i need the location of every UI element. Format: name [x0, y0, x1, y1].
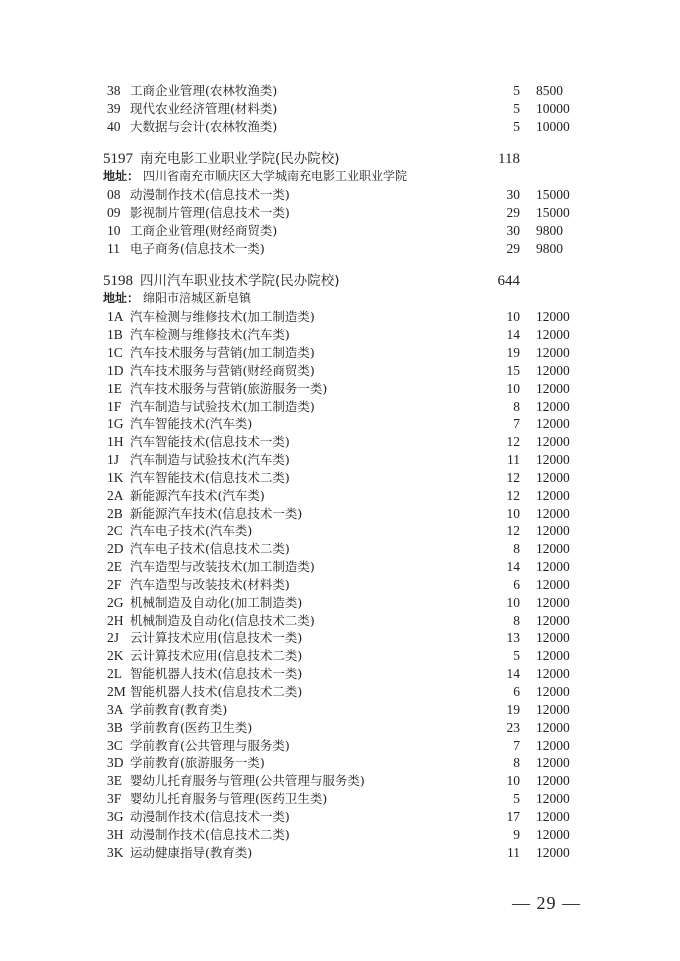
program-name: 婴幼儿托育服务与管理(公共管理与服务类) [130, 773, 365, 789]
school-address [0, 290, 680, 308]
program-row [0, 826, 680, 844]
program-code: 1E [107, 380, 122, 396]
program-tuition: 12000 [536, 630, 570, 646]
program-name: 汽车制造与试验技术(加工制造类) [130, 398, 315, 414]
program-tuition: 12000 [536, 523, 570, 539]
program-code: 2J [107, 630, 120, 646]
program-row [0, 558, 680, 576]
program-tuition: 12000 [536, 576, 570, 592]
school-name: 四川汽车职业技术学院(民办院校) [140, 272, 340, 289]
program-code: 3H [107, 826, 124, 842]
program-row [0, 505, 680, 523]
school-address [0, 168, 680, 186]
program-tuition: 12000 [536, 594, 570, 610]
program-tuition: 9800 [536, 222, 563, 238]
program-code: 3A [107, 701, 124, 717]
program-quota: 30 [506, 222, 520, 238]
program-tuition: 12000 [536, 416, 570, 432]
program-tuition: 12000 [536, 648, 570, 664]
program-tuition: 12000 [536, 808, 570, 824]
program-code: 1G [107, 416, 124, 432]
program-row [0, 844, 680, 862]
program-quota: 5 [513, 118, 520, 134]
program-tuition: 15000 [536, 187, 570, 203]
program-tuition: 12000 [536, 719, 570, 735]
school-code: 5197 [103, 150, 133, 167]
page-number: — 29 — [512, 893, 581, 913]
program-tuition: 12000 [536, 773, 570, 789]
program-name: 汽车检测与维修技术(汽车类) [130, 327, 290, 343]
program-quota: 8 [513, 398, 520, 414]
program-quota: 10 [506, 505, 520, 521]
program-quota: 14 [506, 327, 520, 343]
program-name: 影视制片管理(信息技术一类) [130, 205, 290, 221]
program-row [0, 772, 680, 790]
program-row [0, 100, 680, 118]
program-code: 11 [107, 240, 120, 256]
program-row [0, 487, 680, 505]
program-row [0, 204, 680, 222]
program-code: 2K [107, 648, 124, 664]
program-name: 婴幼儿托育服务与管理(医药卫生类) [130, 791, 328, 807]
program-quota: 12 [506, 469, 520, 485]
program-code: 39 [107, 100, 121, 116]
program-row [0, 344, 680, 362]
program-quota: 14 [506, 559, 520, 575]
program-quota: 29 [506, 205, 520, 221]
program-code: 1A [107, 309, 124, 325]
program-code: 2B [107, 505, 123, 521]
program-name: 汽车检测与维修技术(加工制造类) [130, 309, 315, 325]
program-quota: 14 [506, 666, 520, 682]
program-tuition: 12000 [536, 684, 570, 699]
program-name: 云计算技术应用(信息技术一类) [130, 630, 303, 646]
program-tuition: 15000 [536, 205, 570, 221]
program-tuition: 12000 [536, 362, 570, 378]
address-value: 四川省南充市顺庆区大学城南充电影工业职业学院 [143, 169, 408, 184]
program-name: 汽车电子技术(汽车类) [130, 523, 253, 539]
program-tuition: 12000 [536, 487, 570, 503]
program-name: 大数据与会计(农林牧渔类) [130, 118, 278, 134]
program-code: 1H [107, 434, 124, 450]
program-tuition: 12000 [536, 541, 570, 557]
program-code: 2F [107, 576, 122, 592]
program-tuition: 12000 [536, 380, 570, 396]
program-name: 汽车智能技术(信息技术一类) [130, 434, 290, 450]
program-tuition: 12000 [536, 344, 570, 360]
address-label: 地址： [103, 169, 140, 184]
program-code: 1K [107, 469, 124, 485]
program-row [0, 612, 680, 630]
program-quota: 12 [506, 523, 520, 539]
program-tuition: 12000 [536, 844, 570, 860]
program-name: 运动健康指导(教育类) [130, 844, 253, 860]
program-quota: 10 [506, 309, 520, 325]
program-name: 云计算技术应用(信息技术二类) [130, 648, 303, 664]
program-quota: 12 [506, 434, 520, 450]
program-row [0, 808, 680, 826]
program-tuition: 12000 [536, 612, 570, 628]
program-quota: 17 [506, 808, 520, 824]
program-quota: 29 [506, 240, 520, 256]
program-tuition: 12000 [536, 559, 570, 575]
program-name: 电子商务(信息技术一类) [130, 240, 265, 256]
school-header [0, 151, 680, 169]
program-row [0, 118, 680, 136]
program-code: 2C [107, 523, 123, 539]
program-tuition: 12000 [536, 737, 570, 753]
program-quota: 11 [507, 452, 520, 468]
program-name: 汽车智能技术(汽车类) [130, 416, 253, 432]
program-code: 3B [107, 719, 123, 735]
address-value: 绵阳市涪城区新皂镇 [143, 291, 252, 306]
program-quota: 10 [506, 773, 520, 789]
program-row [0, 522, 680, 540]
program-tuition: 9800 [536, 240, 563, 256]
program-row [0, 754, 680, 772]
program-tuition: 12000 [536, 469, 570, 485]
program-quota: 10 [506, 380, 520, 396]
program-name: 智能机器人技术(信息技术二类) [130, 684, 303, 699]
program-name: 动漫制作技术(信息技术二类) [130, 826, 290, 842]
program-code: 3K [107, 844, 124, 860]
program-quota: 5 [513, 791, 520, 807]
program-code: 2M [107, 684, 126, 699]
program-code: 08 [107, 187, 121, 203]
program-name: 动漫制作技术(信息技术一类) [130, 187, 290, 203]
program-code: 2E [107, 559, 122, 575]
program-name: 工商企业管理(农林牧渔类) [130, 83, 278, 98]
program-quota: 6 [513, 576, 520, 592]
program-code: 1C [107, 344, 123, 360]
program-name: 机械制造及自动化(加工制造类) [130, 594, 303, 610]
program-row [0, 790, 680, 808]
program-quota: 8 [513, 541, 520, 557]
program-row [0, 576, 680, 594]
program-name: 汽车技术服务与营销(旅游服务一类) [130, 380, 328, 396]
enrollment-table [0, 82, 680, 861]
program-name: 新能源汽车技术(汽车类) [130, 487, 265, 503]
program-row [0, 737, 680, 755]
program-quota: 8 [513, 755, 520, 771]
program-row [0, 629, 680, 647]
program-row [0, 719, 680, 737]
address-label: 地址： [103, 291, 140, 306]
program-name: 学前教育(教育类) [130, 701, 228, 717]
program-name: 智能机器人技术(信息技术一类) [130, 666, 303, 682]
program-name: 学前教育(公共管理与服务类) [130, 737, 290, 753]
program-tuition: 12000 [536, 666, 570, 682]
program-row [0, 308, 680, 326]
program-code: 40 [107, 118, 121, 134]
program-name: 汽车制造与试验技术(汽车类) [130, 452, 290, 468]
program-row [0, 380, 680, 398]
program-tuition: 12000 [536, 701, 570, 717]
program-code: 3G [107, 808, 124, 824]
school-total-quota: 644 [497, 272, 520, 289]
program-tuition: 12000 [536, 327, 570, 343]
program-row [0, 451, 680, 469]
program-name: 新能源汽车技术(信息技术一类) [130, 505, 303, 521]
program-quota: 6 [513, 684, 520, 699]
program-name: 机械制造及自动化(信息技术二类) [130, 612, 315, 628]
program-tuition: 12000 [536, 826, 570, 842]
program-code: 2G [107, 594, 124, 610]
program-quota: 7 [513, 737, 520, 753]
program-name: 学前教育(旅游服务一类) [130, 755, 265, 771]
program-code: 1F [107, 398, 122, 414]
program-code: 2H [107, 612, 124, 628]
program-quota: 5 [513, 648, 520, 664]
program-quota: 7 [513, 416, 520, 432]
program-name: 汽车造型与改装技术(加工制造类) [130, 559, 315, 575]
school-header [0, 273, 680, 291]
program-row [0, 594, 680, 612]
program-row [0, 222, 680, 240]
program-row [0, 683, 680, 701]
program-name: 工商企业管理(财经商贸类) [130, 222, 278, 238]
program-quota: 5 [513, 100, 520, 116]
school-name: 南充电影工业职业学院(民办院校) [140, 150, 340, 167]
program-quota: 12 [506, 487, 520, 503]
program-quota: 15 [506, 362, 520, 378]
program-quota: 23 [506, 719, 520, 735]
program-name: 学前教育(医药卫生类) [130, 719, 253, 735]
program-row [0, 326, 680, 344]
program-code: 38 [107, 83, 121, 98]
program-tuition: 12000 [536, 309, 570, 325]
program-row [0, 362, 680, 380]
program-code: 10 [107, 222, 121, 238]
program-name: 汽车电子技术(信息技术二类) [130, 541, 290, 557]
program-code: 3C [107, 737, 123, 753]
program-code: 1D [107, 362, 124, 378]
program-quota: 11 [507, 844, 520, 860]
program-row [0, 415, 680, 433]
program-tuition: 12000 [536, 452, 570, 468]
program-code: 09 [107, 205, 121, 221]
program-code: 1B [107, 327, 123, 343]
program-tuition: 12000 [536, 791, 570, 807]
program-name: 动漫制作技术(信息技术一类) [130, 808, 290, 824]
program-tuition: 12000 [536, 505, 570, 521]
program-row [0, 540, 680, 558]
program-quota: 19 [506, 701, 520, 717]
program-row [0, 433, 680, 451]
program-code: 2L [107, 666, 122, 682]
program-row [0, 701, 680, 719]
program-name: 汽车技术服务与营销(财经商贸类) [130, 362, 315, 378]
program-quota: 30 [506, 187, 520, 203]
program-name: 汽车技术服务与营销(加工制造类) [130, 344, 315, 360]
program-row [0, 240, 680, 258]
program-code: 3E [107, 773, 122, 789]
program-tuition: 12000 [536, 755, 570, 771]
program-quota: 9 [513, 826, 520, 842]
program-tuition: 10000 [536, 118, 570, 134]
program-row [0, 82, 680, 100]
school-total-quota: 118 [498, 150, 520, 167]
program-row [0, 186, 680, 204]
program-row [0, 469, 680, 487]
program-name: 汽车造型与改装技术(材料类) [130, 576, 290, 592]
program-quota: 19 [506, 344, 520, 360]
program-code: 1J [107, 452, 120, 468]
program-row [0, 647, 680, 665]
school-code: 5198 [103, 272, 133, 289]
program-name: 现代农业经济管理(材料类) [130, 100, 278, 116]
program-quota: 13 [506, 630, 520, 646]
program-tuition: 12000 [536, 398, 570, 414]
program-code: 3D [107, 755, 124, 771]
program-quota: 5 [513, 83, 520, 98]
program-row [0, 398, 680, 416]
program-row [0, 665, 680, 683]
program-tuition: 8500 [536, 83, 563, 98]
program-name: 汽车智能技术(信息技术二类) [130, 469, 290, 485]
program-tuition: 12000 [536, 434, 570, 450]
program-code: 2A [107, 487, 124, 503]
program-quota: 8 [513, 612, 520, 628]
program-quota: 10 [506, 594, 520, 610]
program-code: 3F [107, 791, 122, 807]
program-code: 2D [107, 541, 124, 557]
program-tuition: 10000 [536, 100, 570, 116]
